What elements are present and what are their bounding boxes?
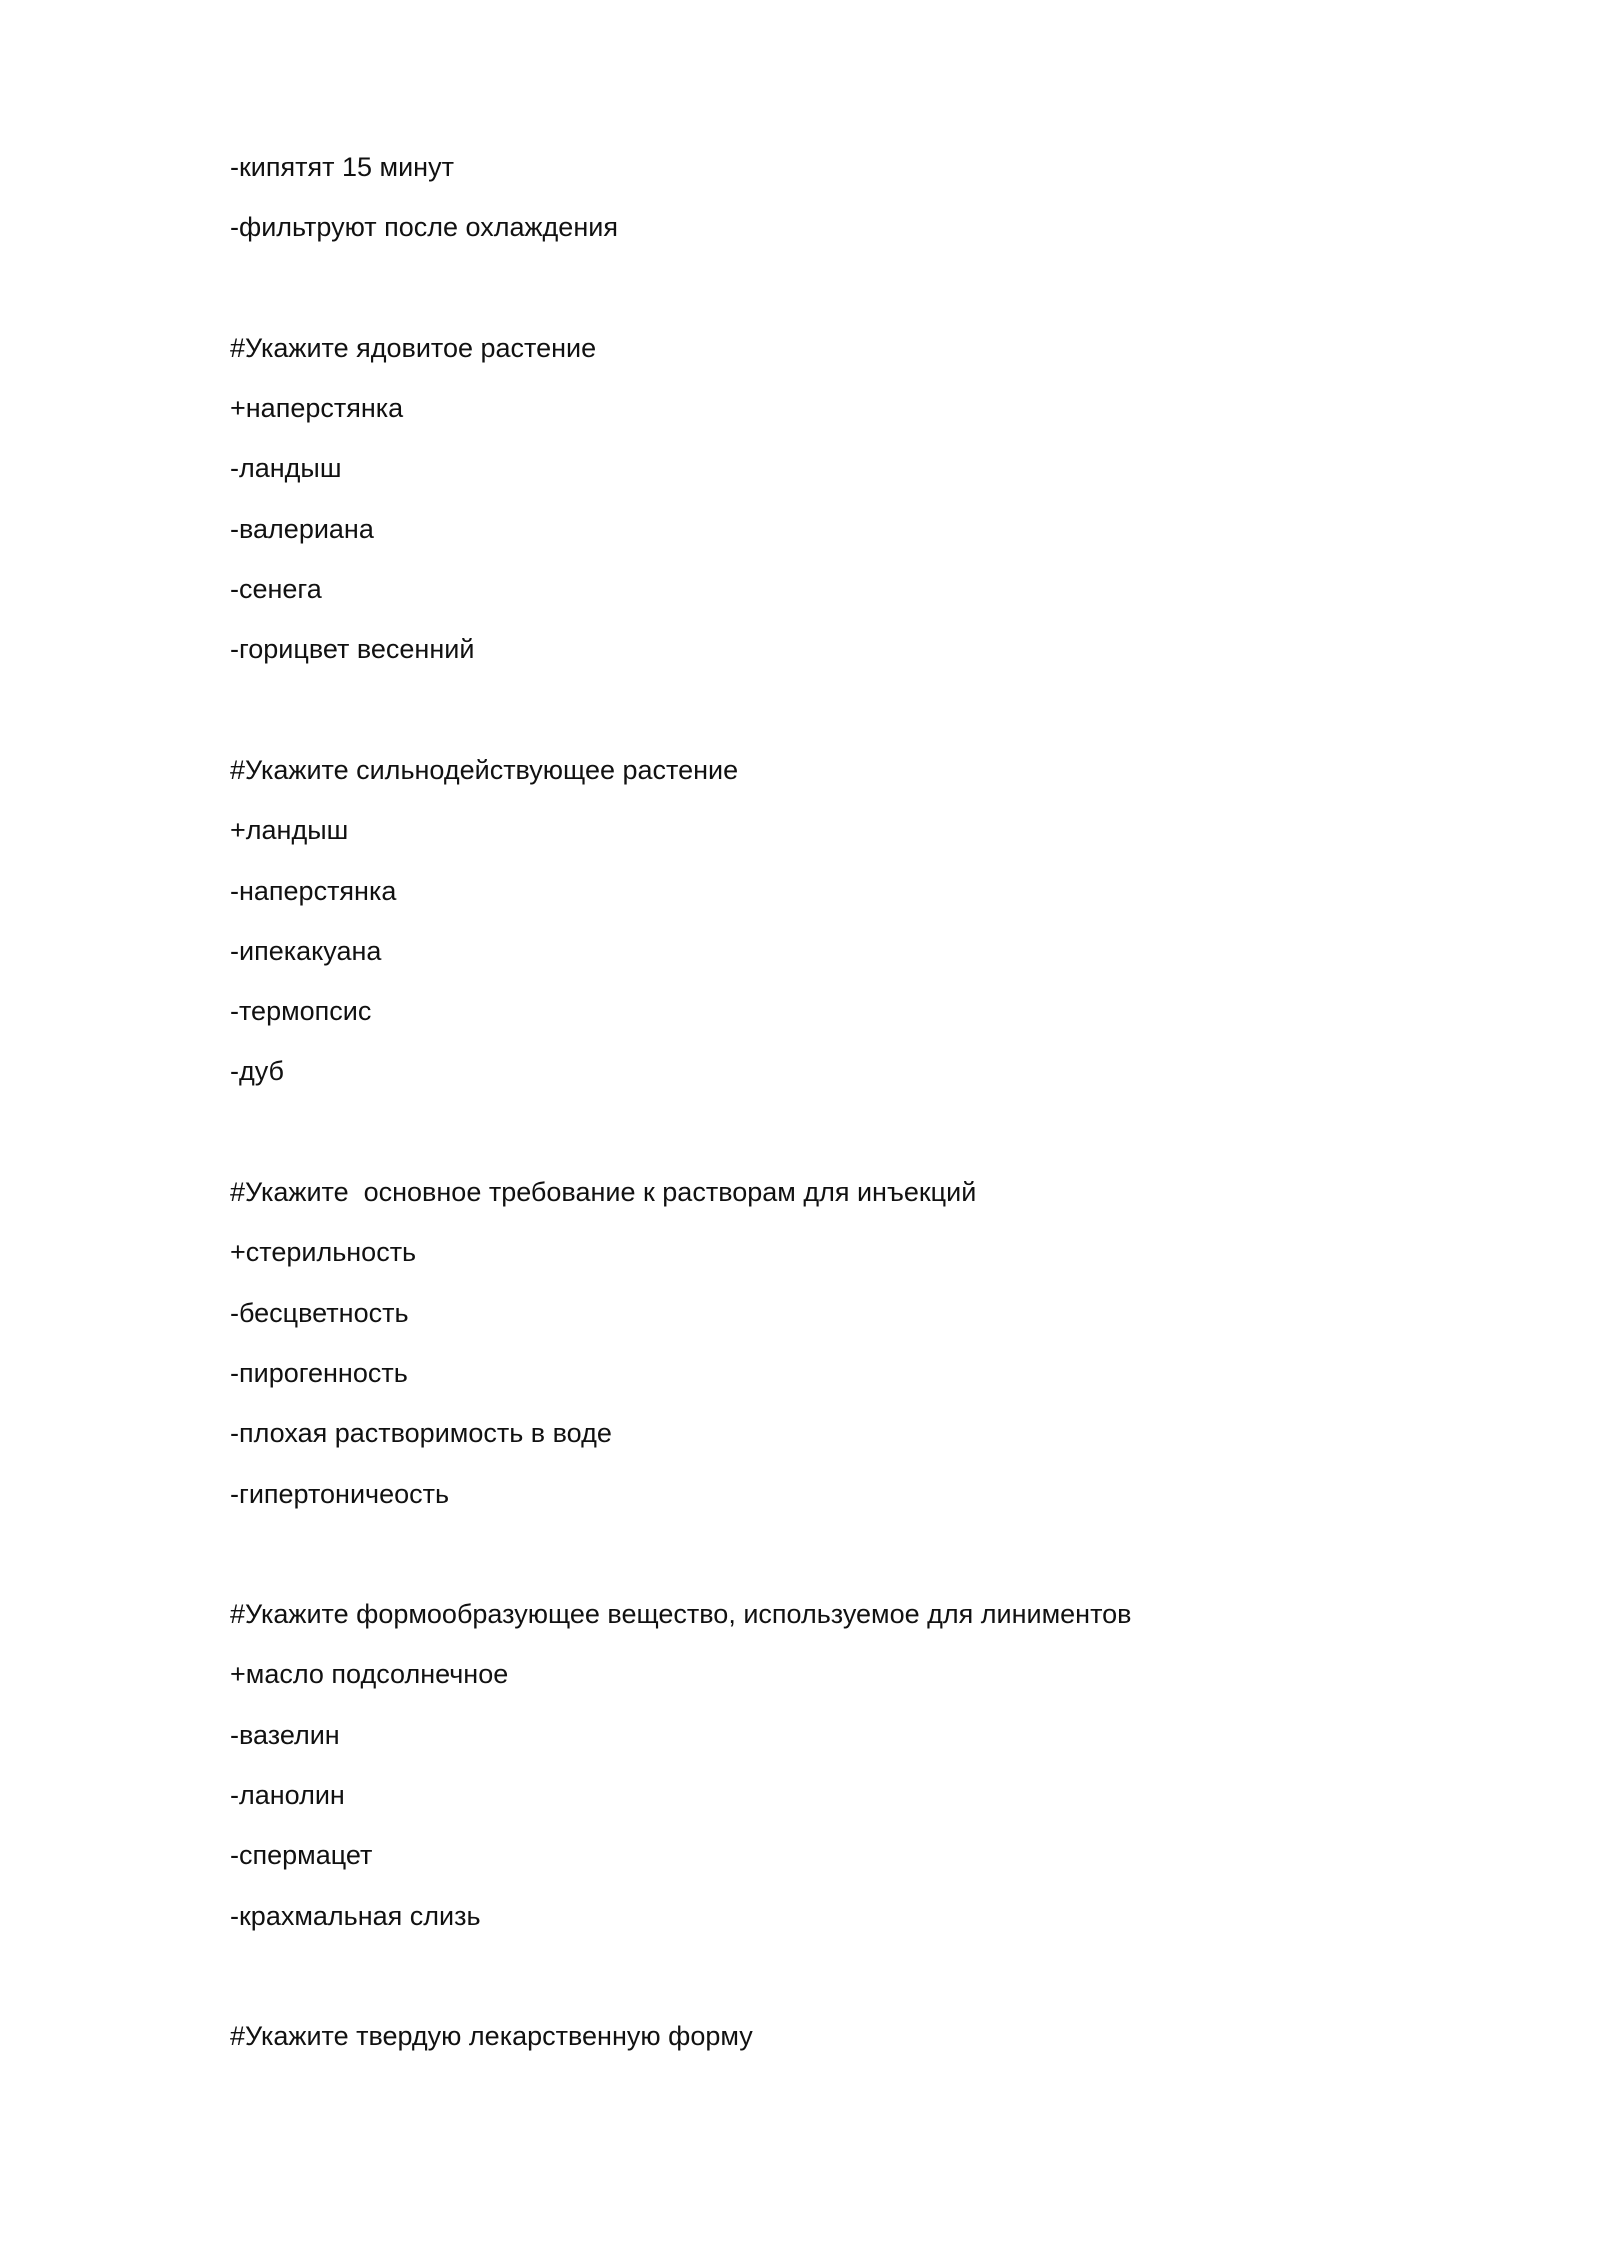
answer-option: -сенега [230,574,322,605]
question-text: #Укажите формообразующее вещество, используемое для линиментов [230,1599,1132,1630]
paragraph-gap [230,271,1430,331]
question-text: #Укажите сильнодействующее растение [230,754,739,785]
answer-option-correct: +ландыш [230,815,349,846]
answer-option: -кипятят 15 минут [230,152,454,182]
question-text: #Укажите твердую лекарственную форму [230,2021,753,2052]
answer-option: -плохая растворимость в воде [230,1418,612,1449]
question-text: #Укажите основное требование к растворам для инъекций [230,1177,977,1208]
answer-option: -спермацет [230,1840,373,1871]
answer-option-correct: +масло подсолнечное [230,1659,509,1690]
answer-option: -дуб [230,1056,285,1087]
answer-option: -ланолин [230,1780,345,1811]
answer-option: -крахмальная слизь [230,1900,481,1931]
answer-option: -пирогенность [230,1357,408,1388]
answer-option: -горицвет весенний [230,634,475,665]
answer-option: -наперстянка [230,875,397,906]
answer-option: -гипертоничеость [230,1478,450,1509]
answer-option: -бесцветность [230,1297,409,1328]
answer-option: -термопсис [230,996,372,1027]
answer-option-correct: +наперстянка [230,393,404,424]
paragraph-gap [230,1115,1430,1175]
paragraph-gap [230,1959,1430,2019]
paragraph-gap [230,1537,1430,1597]
question-text: #Укажите ядовитое растение [230,332,597,363]
paragraph-gap [230,693,1430,753]
answer-option: -валериана [230,513,374,544]
answer-option: -ландыш [230,453,342,484]
document-content [230,150,1430,2080]
answer-option: -ипекакуана [230,935,382,966]
answer-option: -фильтруют после охлаждения [230,212,618,243]
answer-option: -вазелин [230,1719,340,1750]
answer-option-correct: +стерильность [230,1237,417,1268]
